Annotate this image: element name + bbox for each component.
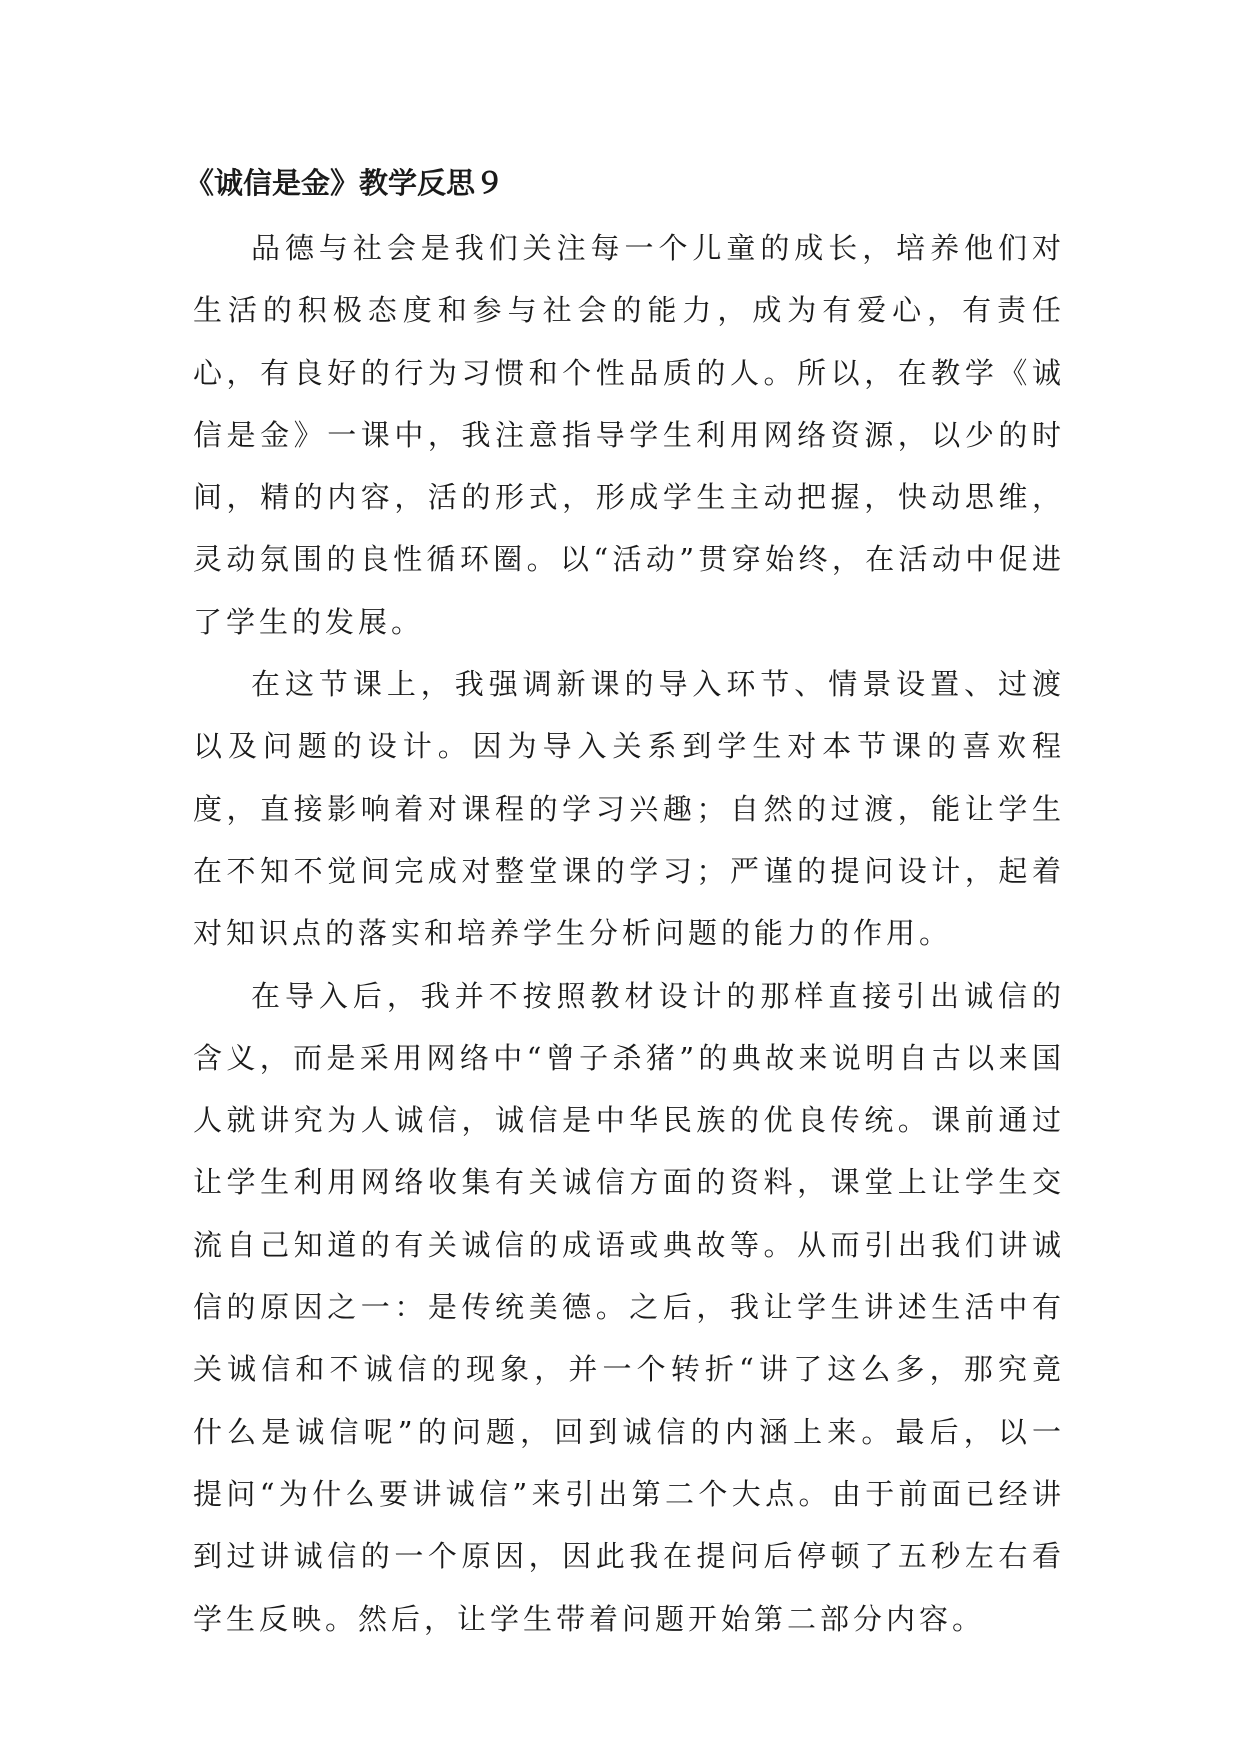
document-body [193, 217, 1065, 1650]
paragraph-2: 在这节课上，我强调新课的导入环节、情景设置、过渡以及问题的设计。因为导入关系到学生对本节课的喜欢程度，直接影响着对课程的学习兴趣；自然的过渡，能让学生在不知不觉间完成对整堂课的学习；严谨的提问设计，起着对知识点的落实和培养学生分析问题的能力的作用。 [193, 667, 1065, 951]
paragraph-3: 在导入后，我并不按照教材设计的那样直接引出诚信的含义，而是采用网络中“曾子杀猪”的典故来说明自古以来国人就讲究为人诚信，诚信是中华民族的优良传统。课前通过让学生利用网络收集有关诚信方面的资料，课堂上让学生交流自己知道的有关诚信的成语或典故等。从而引出我们讲诚信的原因之一：是传统美德。之后，我让学生讲述生活中有关诚信和不诚信的现象，并一个转折“讲了这么多，那究竟什么是诚信呢”的问题，回到诚信的内涵上来。最后，以一提问“为什么要讲诚信”来引出第二个大点。由于前面已经讲到过讲诚信的一个原因，因此我在提问后停顿了五秒左右看学生反映。然后，让学生带着问题开始第二部分内容。 [193, 978, 1065, 1636]
document-title: 《诚信是金》教学反思９ [185, 166, 505, 200]
paragraph-1: 品德与社会是我们关注每一个儿童的成长，培养他们对生活的积极态度和参与社会的能力，成为有爱心，有责任心，有良好的行为习惯和个性品质的人。所以，在教学《诚信是金》一课中，我注意指导学生利用网络资源，以少的时间，精的内容，活的形式，形成学生主动把握，快动思维，灵动氛围的良性循环圈。以“活动”贯穿始终，在活动中促进了学生的发展。 [193, 231, 1065, 639]
